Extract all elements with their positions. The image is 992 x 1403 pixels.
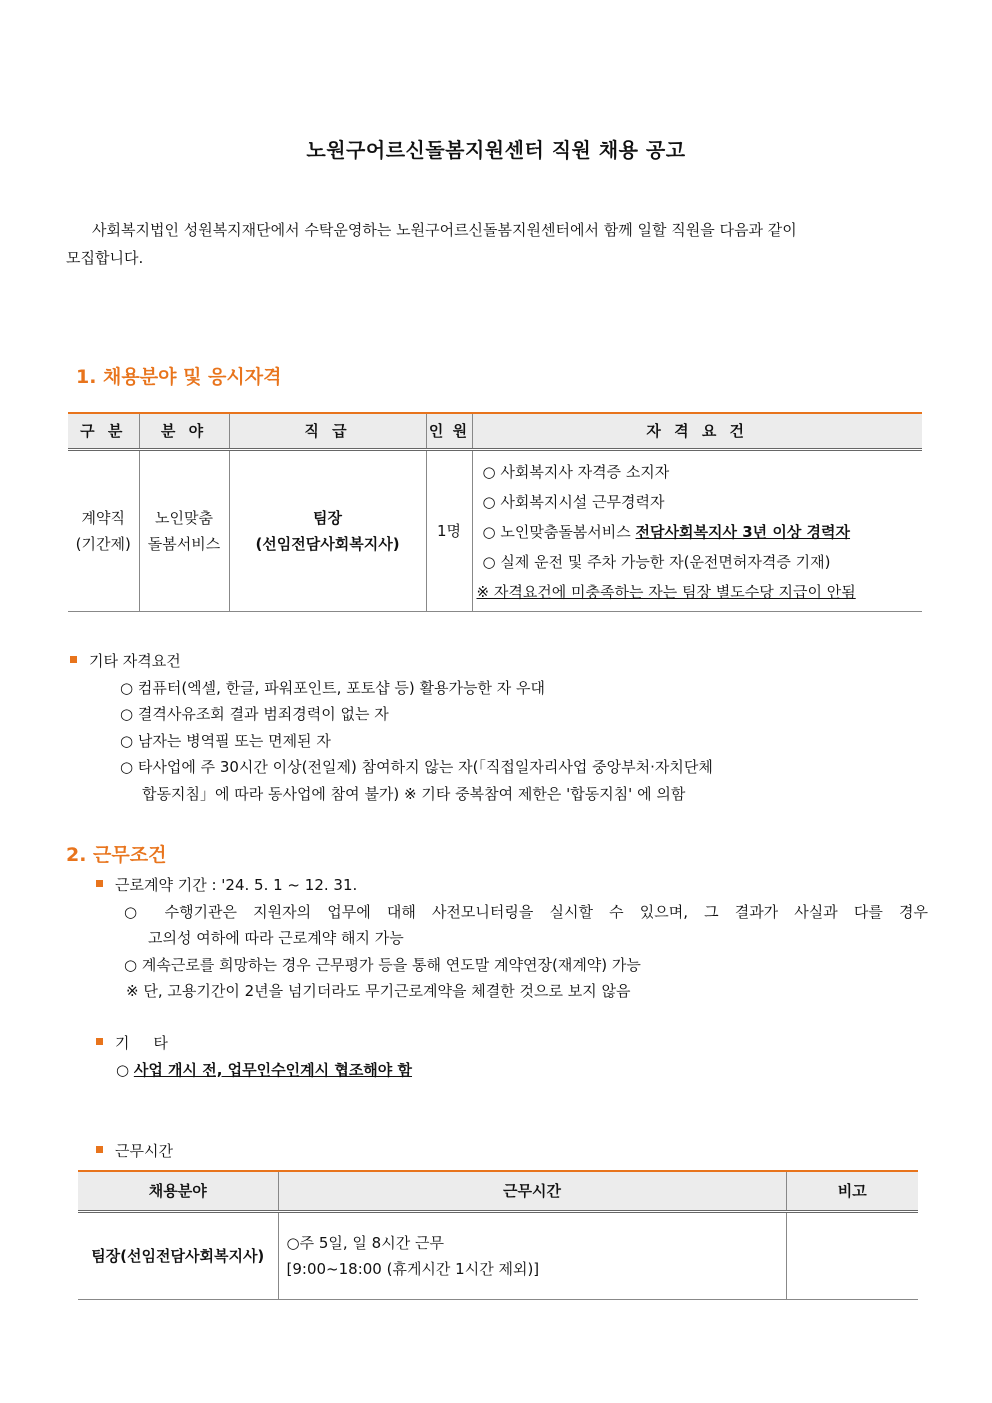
table-header-row bbox=[68, 413, 922, 449]
requirement-item: ○ 사회복지시설 근무경력자 bbox=[482, 492, 665, 511]
requirement-item: ○ 노인맞춤돌봄서비스 전담사회복지사 3년 이상 경력자 bbox=[482, 522, 851, 541]
other-qualifications bbox=[70, 648, 930, 807]
col-header-hours: 근무시간 bbox=[278, 1171, 786, 1211]
intro-line-1: 사회복지법인 성원복지재단에서 수탁운영하는 노원구어르신돌봄지원센터에서 함께 일할 직원을 다음과 같이 bbox=[92, 221, 797, 239]
cell-count: 1명 bbox=[426, 449, 472, 611]
requirement-note: ※ 자격요건에 미충족하는 자는 팀장 별도수당 지급이 안됨 bbox=[476, 582, 856, 601]
qualification-table bbox=[68, 412, 922, 612]
cell-requirements bbox=[472, 449, 922, 611]
requirement-emphasis: 전담사회복지사 3년 이상 경력자 bbox=[635, 522, 851, 541]
list-item-continuation: 고의성 여하에 따라 근로계약 해지 가능 bbox=[148, 929, 404, 947]
section-1-heading: 1. 채용분야 및 응시자격 bbox=[76, 366, 282, 388]
cell-hours: ○주 5일, 일 8시간 근무 [9:00~18:00 (휴게시간 1시간 제외)] bbox=[278, 1211, 786, 1299]
square-bullet-icon bbox=[96, 880, 103, 887]
requirement-item: ○ 실제 운전 및 주차 가능한 자(운전면허자격증 기재) bbox=[482, 552, 831, 571]
list-item: ○ 사업 개시 전, 업무인수인계시 협조해야 함 bbox=[116, 1060, 413, 1079]
square-bullet-icon bbox=[70, 656, 77, 663]
list-item: ○ 남자는 병역필 또는 면제된 자 bbox=[120, 731, 331, 750]
list-item: ○ 결격사유조회 결과 범죄경력이 없는 자 bbox=[120, 705, 389, 723]
col-header-category: 구 분 bbox=[68, 413, 139, 449]
table-row bbox=[68, 449, 922, 611]
list-item: ○ 수행기관은 지원자의 업무에 대해 사전모니터링을 실시할 수 있으며, 그 결과가 사실과 다를 경우 bbox=[124, 902, 928, 921]
work-hours-table bbox=[78, 1170, 918, 1300]
cell-category: 계약직 (기간제) bbox=[68, 449, 139, 611]
work-hours-heading: 근무시간 bbox=[96, 1138, 173, 1165]
square-bullet-icon bbox=[96, 1038, 103, 1045]
col-header-rank: 직 급 bbox=[229, 413, 426, 449]
other-qualifications-heading: 기타 자격요건 bbox=[70, 648, 930, 675]
other-terms-heading: 기 타 bbox=[96, 1030, 928, 1057]
requirement-item: ○ 사회복지사 자격증 소지자 bbox=[482, 462, 670, 481]
square-bullet-icon bbox=[96, 1146, 103, 1153]
table-row bbox=[78, 1211, 918, 1299]
cell-field: 팀장(선임전담사회복지사) bbox=[78, 1211, 278, 1299]
other-terms bbox=[96, 1030, 928, 1083]
table-header-row bbox=[78, 1171, 918, 1211]
col-header-field: 채용분야 bbox=[78, 1171, 278, 1211]
cell-remark bbox=[786, 1211, 918, 1299]
cell-rank: 팀장 (선임전담사회복지사) bbox=[229, 449, 426, 611]
list-item-continuation: 합동지침」에 따라 동사업에 참여 불가) ※ 기타 중복참여 제한은 '합동지침' 에 의함 bbox=[142, 784, 686, 803]
col-header-remark: 비고 bbox=[786, 1171, 918, 1211]
col-header-requirements: 자 격 요 건 bbox=[472, 413, 922, 449]
list-item: ○ 계속근로를 희망하는 경우 근무평가 등을 통해 연도말 계약연장(재계약) 가능 bbox=[124, 955, 641, 974]
list-item: ○ 타사업에 주 30시간 이상(전일제) 참여하지 않는 자(「직접일자리사업 중앙부처·자치단체 bbox=[120, 758, 713, 776]
intro-line-2: 모집합니다. bbox=[66, 249, 144, 267]
col-header-count: 인 원 bbox=[426, 413, 472, 449]
intro-paragraph bbox=[66, 216, 936, 272]
page-title: 노원구어르신돌봄지원센터 직원 채용 공고 bbox=[306, 138, 686, 162]
contract-period-heading: 근로계약 기간 : '24. 5. 1 ~ 12. 31. bbox=[96, 872, 928, 899]
cell-field: 노인맞춤 돌봄서비스 bbox=[139, 449, 229, 611]
list-item: ○ 컴퓨터(엑셀, 한글, 파워포인트, 포토샵 등) 활용가능한 자 우대 bbox=[120, 678, 546, 697]
contract-terms bbox=[96, 872, 928, 1005]
col-header-field: 분 야 bbox=[139, 413, 229, 449]
section-2-heading: 2. 근무조건 bbox=[66, 844, 167, 866]
contract-note: ※ 단, 고용기간이 2년을 넘기더라도 무기근로계약을 체결한 것으로 보지 않음 bbox=[126, 982, 631, 1000]
